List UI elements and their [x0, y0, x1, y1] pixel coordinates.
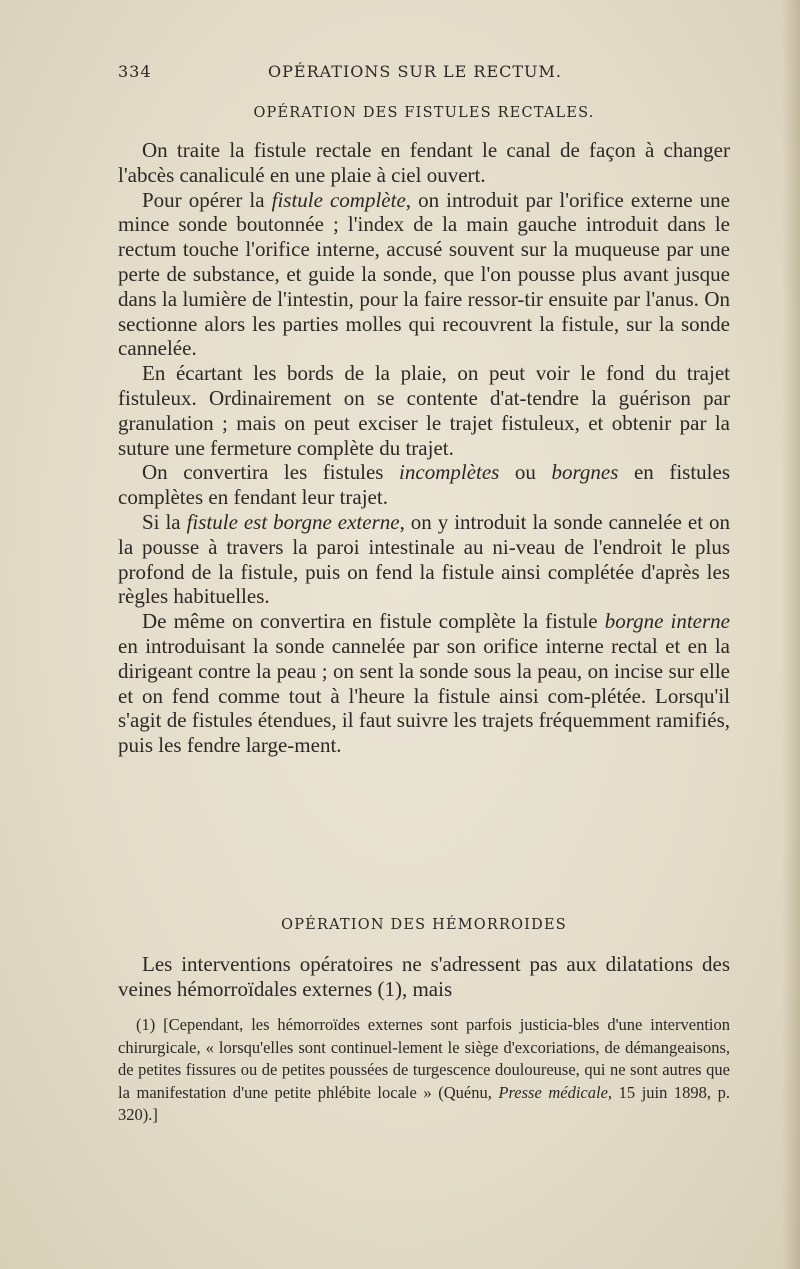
text-run: , on y introduit la sonde cannelée et on la pousse à travers la paroi intestinale au ni-veau de l'endroit le plus profond de la fistule, puis on fend la fistule ainsi complétée d'après les règles habituelles. [118, 509, 731, 609]
section-title-hemorroides: OPÉRATION DES HÉMORROIDES [281, 917, 567, 933]
text-run: De même on convertira en fistule complète la fistule [142, 609, 605, 634]
italic-text: fistule complète [271, 187, 406, 212]
paragraph [118, 188, 730, 362]
paragraph [118, 361, 730, 460]
italic-text: Presse médicale [498, 1082, 608, 1102]
text-run: en fistules complètes en fendant leur trajet. [118, 460, 731, 510]
italic-text: fistule est borgne externe [186, 509, 400, 534]
text-run: , on introduit par l'orifice externe une mince sonde boutonnée ; l'index de la main gauche introduit dans le rectum touche l'orifice interne, accusé souvent sur la muqueuse par une perte de substance, et guide la sonde, que l'on pousse plus avant jusque dans la lumière de l'intestin, pour la faire ressor-tir ensuite par l'anus. On sectionne alors les parties molles qui recouvrent la fistule, sur la sonde cannelée. [118, 187, 730, 361]
section-title-fistules: OPÉRATION DES FISTULES RECTALES. [253, 105, 595, 121]
page-edge-shadow [782, 0, 800, 1269]
paragraph [118, 1014, 730, 1127]
footnote [118, 1014, 730, 1127]
paragraph [118, 138, 730, 188]
paragraph [118, 952, 730, 1002]
paragraph [118, 609, 730, 758]
section-body-fistules [118, 138, 730, 758]
text-run: On convertira les fistules [142, 460, 400, 485]
italic-text: incomplètes [399, 460, 500, 485]
running-head [118, 62, 730, 88]
text-run: Les interventions opératoires ne s'adressent pas aux dilatations des veines hémorroïdales externes (1), mais [118, 952, 730, 1001]
text-run: (1) [Cependant, les hémorroïdes externes sont parfois justicia-bles d'une intervention chirurgicale, « lorsqu'elles sont continuel-lement le siège d'excoriations, de démangeaisons, de petites fissures ou de petites poussées de turgescence douloureuse, qui ne sont autres que la manifestation d'une petite phlébite locale » (Quénu, [118, 1015, 730, 1102]
text-run: On traite la fistule rectale en fendant le canal de façon à changer l'abcès canaliculé en une plaie à ciel ouvert. [118, 138, 730, 187]
section-body-hemorroides [118, 952, 730, 1002]
text-run: ou [499, 460, 552, 485]
text-run: , 15 juin 1898, p. 320).] [118, 1082, 731, 1125]
text-run: Pour opérer la [142, 187, 272, 212]
paragraph [118, 510, 730, 609]
page-number: 334 [118, 62, 152, 81]
text-run: en introduisant la sonde cannelée par son orifice interne rectal et en la dirigeant contre la peau ; on sent la sonde sous la peau, on incise sur elle et on fend comme tout à l'heure la fistule ainsi com-plétée. Lorsqu'il s'agit de fistules étendues, il faut suivre les trajets fréquemment ramifiés, puis les fendre large-ment. [118, 633, 730, 758]
text-run: En écartant les bords de la plaie, on peut voir le fond du trajet fistuleux. Ordinairement on se contente d'at-tendre la guérison par granulation ; mais on peut exciser le trajet fistuleux, et obtenir par la suture une fermeture complète du trajet. [118, 361, 730, 460]
italic-text: borgne interne [604, 609, 730, 634]
text-run: Si la [142, 509, 187, 534]
running-title: OPÉRATIONS SUR LE RECTUM. [268, 62, 563, 81]
italic-text: borgnes [551, 460, 619, 485]
paragraph [118, 460, 730, 510]
